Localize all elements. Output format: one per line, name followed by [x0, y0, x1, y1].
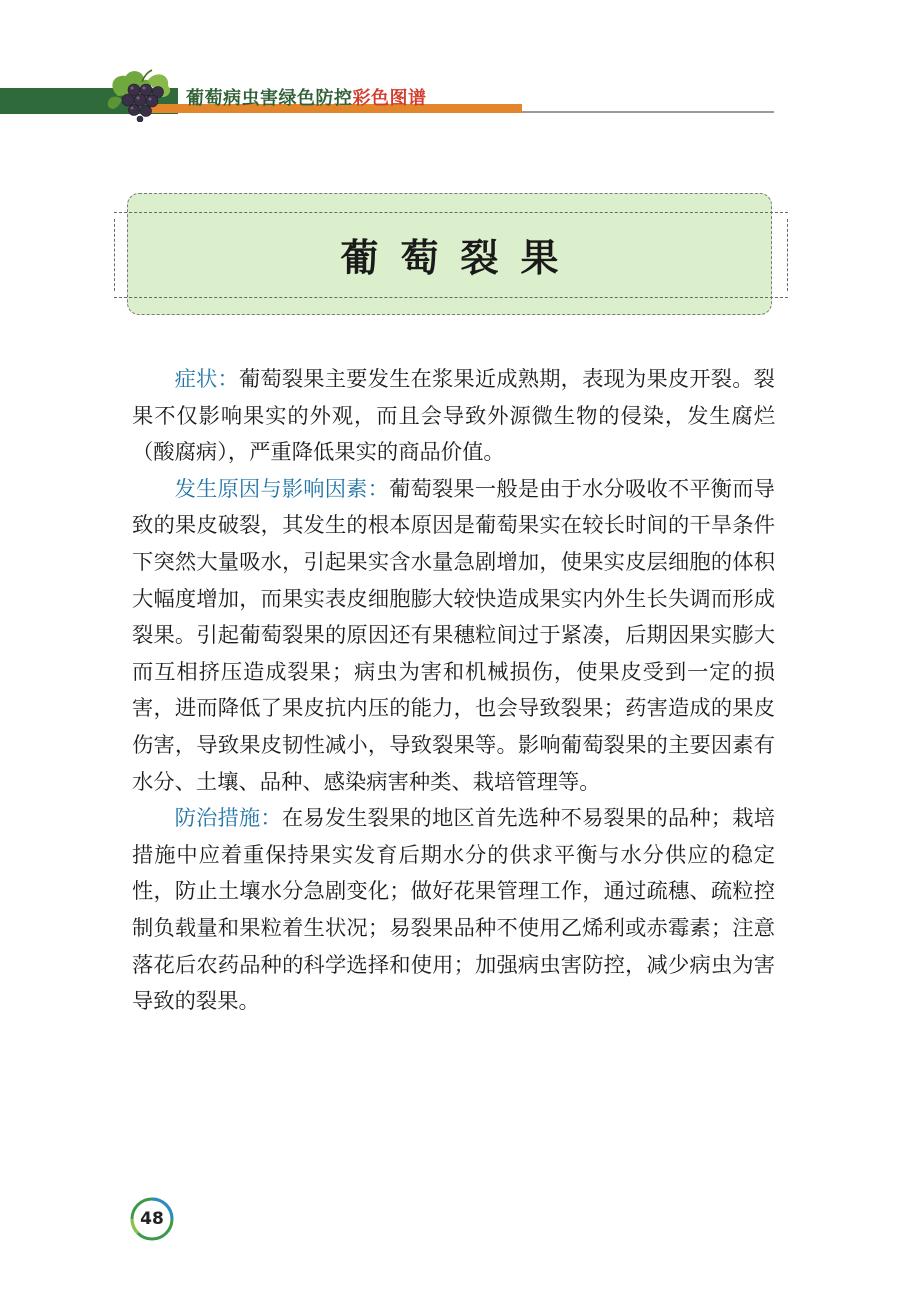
section-label: 防治措施： [174, 806, 282, 832]
section-paragraph [132, 362, 775, 472]
page-number: 48 [140, 1209, 164, 1229]
body-content [132, 362, 775, 1021]
section-text: 葡萄裂果主要发生在浆果近成熟期，表现为果皮开裂。裂果不仅影响果实的外观，而且会导致外源微生物的侵染，发生腐烂（酸腐病），严重降低果实的商品价值。 [132, 367, 775, 466]
book-title [186, 84, 427, 109]
grape-cluster-icon [104, 66, 176, 122]
header-gray-rule [522, 111, 774, 113]
section-label: 症状： [174, 367, 239, 392]
chapter-title: 葡萄裂果 [340, 235, 581, 280]
section-label: 发生原因与影响因素： [174, 476, 390, 502]
book-title-main: 葡萄病虫害绿色防控 [186, 88, 353, 109]
section-paragraph [132, 472, 775, 801]
section-text: 葡萄裂果一般是由于水分吸收不平衡而导致的果皮破裂，其发生的根本原因是葡萄果实在较长时间的干旱条件下突然大量吸水，引起果实含水量急剧增加，使果实皮层细胞的体积大幅度增加，而果实表皮细胞膨大较快造成果实内外生长失调而形成裂果。引起葡萄裂果的原因还有果穗粒间过于紧凑，后期因果实膨大而互相挤压造成裂果；病虫为害和机械损伤，使果皮受到一定的损害，进而降低了果皮抗内压的能力，也会导致裂果；药害造成的果皮伤害，导致果皮韧性减小，导致裂果等。影响葡萄裂果的主要因素有水分、土壤、品种、感染病害种类、栽培管理等。 [132, 476, 775, 795]
book-title-sub: 彩色图谱 [352, 88, 427, 109]
section-text: 在易发生裂果的地区首先选种不易裂果的品种；栽培措施中应着重保持果实发育后期水分的供求平衡与水分供应的稳定性，防止土壤水分急剧变化；做好花果管理工作，通过疏穗、疏粒控制负载量和果粒着生状况；易裂果品种不使用乙烯利或赤霉素；注意落花后农药品种的科学选择和使用；加强病虫害防控，减少病虫为害导致的裂果。 [132, 806, 775, 1015]
section-paragraph [132, 801, 775, 1021]
